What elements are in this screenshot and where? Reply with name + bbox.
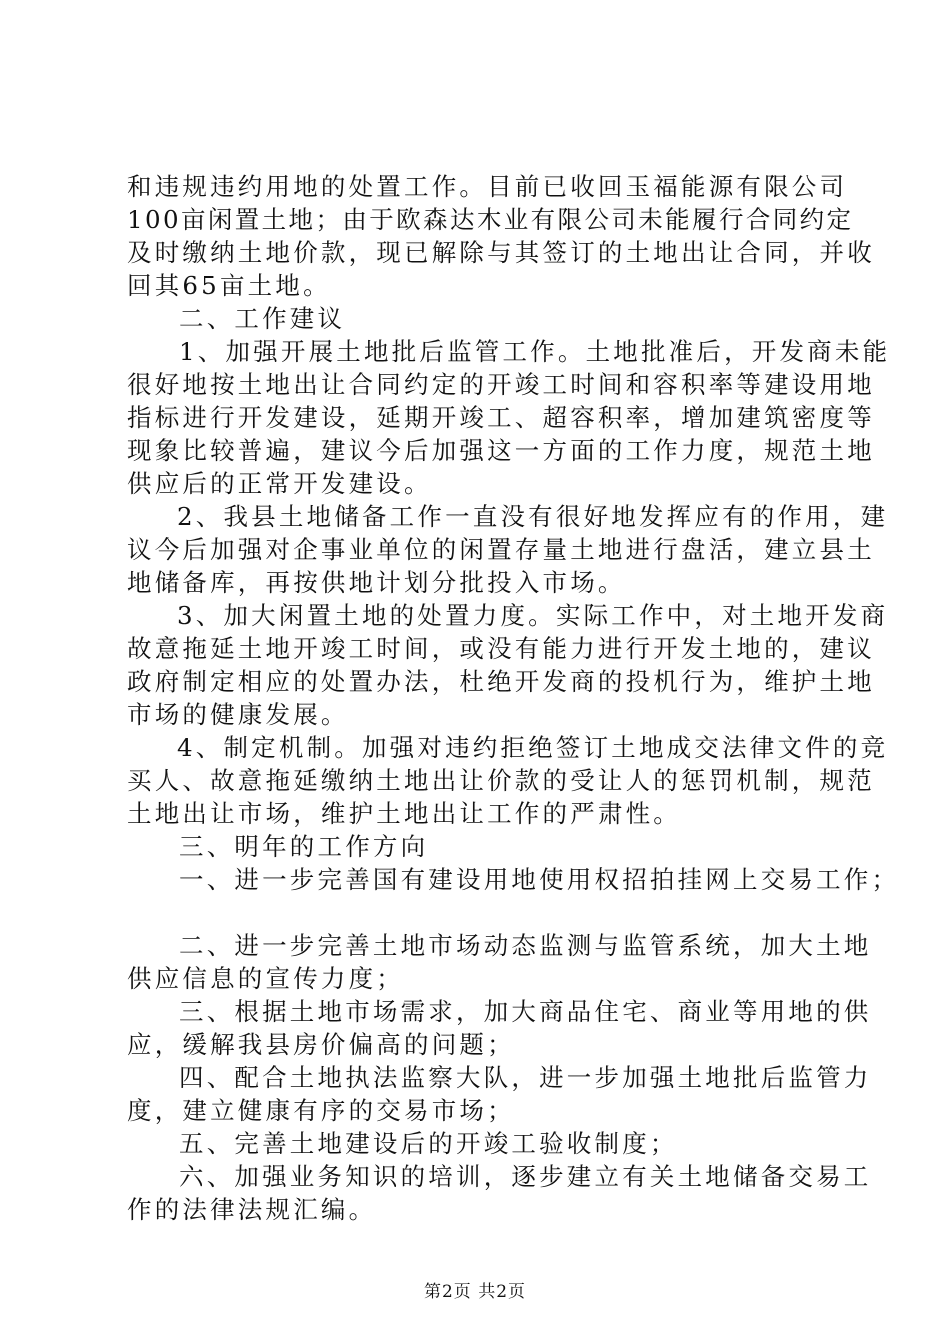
body-line: 3、加大闲置土地的处置力度。实际工作中，对土地开发商 [177, 601, 889, 630]
body-line: 1、加强开展土地批后监管工作。土地批准后，开发商未能 [179, 337, 891, 366]
list-item: 五、完善土地建设后的开竣工验收制度； [179, 1129, 678, 1158]
spacer [127, 896, 827, 929]
body-line: 故意拖延土地开竣工时间，或没有能力进行开发土地的，建议 [127, 634, 875, 663]
list-item: 二、进一步完善土地市场动态监测与监管系统，加大土地 [179, 931, 872, 960]
body-line: 市场的健康发展。 [127, 700, 349, 729]
list-item: 三、根据土地市场需求，加大商品住宅、商业等用地的供 [179, 997, 872, 1026]
list-item: 六、加强业务知识的培训，逐步建立有关土地储备交易工 [179, 1162, 872, 1191]
body-line: 指标进行开发建设，延期开竣工、超容积率，增加建筑密度等 [127, 403, 875, 432]
body-line: 供应后的正常开发建设。 [127, 469, 432, 498]
body-line: 100亩闲置土地；由于欧森达木业有限公司未能履行合同约定 [127, 205, 854, 234]
list-item: 供应信息的宣传力度； [127, 964, 404, 993]
section-heading: 三、明年的工作方向 [179, 832, 429, 861]
body-line: 买人、故意拖延缴纳土地出让价款的受让人的惩罚机制，规范 [127, 766, 875, 795]
body-line: 土地出让市场，维护土地出让工作的严肃性。 [127, 799, 681, 828]
body-line: 议今后加强对企事业单位的闲置存量土地进行盘活，建立县土 [127, 535, 875, 564]
body-line: 地储备库，再按供地计划分批投入市场。 [127, 568, 626, 597]
list-item: 一、进一步完善国有建设用地使用权招拍挂网上交易工作； [179, 865, 900, 894]
body-line: 4、制定机制。加强对违约拒绝签订土地成交法律文件的竞 [177, 733, 889, 762]
body-line: 及时缴纳土地价款，现已解除与其签订的土地出让合同，并收 [127, 238, 875, 267]
body-line: 很好地按土地出让合同约定的开竣工时间和容积率等建设用地 [127, 370, 875, 399]
document-body [127, 170, 900, 1226]
body-line: 2、我县土地储备工作一直没有很好地发挥应有的作用，建 [177, 502, 889, 531]
page-number: 第2页 共2页 [423, 1282, 527, 1302]
section-heading: 二、工作建议 [179, 304, 346, 333]
list-item: 作的法律法规汇编。 [127, 1195, 377, 1224]
list-item: 应，缓解我县房价偏高的问题； [127, 1030, 515, 1059]
body-line: 和违规违约用地的处置工作。目前已收回玉福能源有限公司 [127, 172, 848, 201]
body-line: 现象比较普遍，建议今后加强这一方面的工作力度，规范土地 [127, 436, 875, 465]
list-item: 四、配合土地执法监察大队，进一步加强土地批后监管力 [179, 1063, 872, 1092]
list-item: 度，建立健康有序的交易市场； [127, 1096, 515, 1125]
body-line: 回其65亩土地。 [127, 271, 331, 300]
body-line: 政府制定相应的处置办法，杜绝开发商的投机行为，维护土地 [127, 667, 875, 696]
